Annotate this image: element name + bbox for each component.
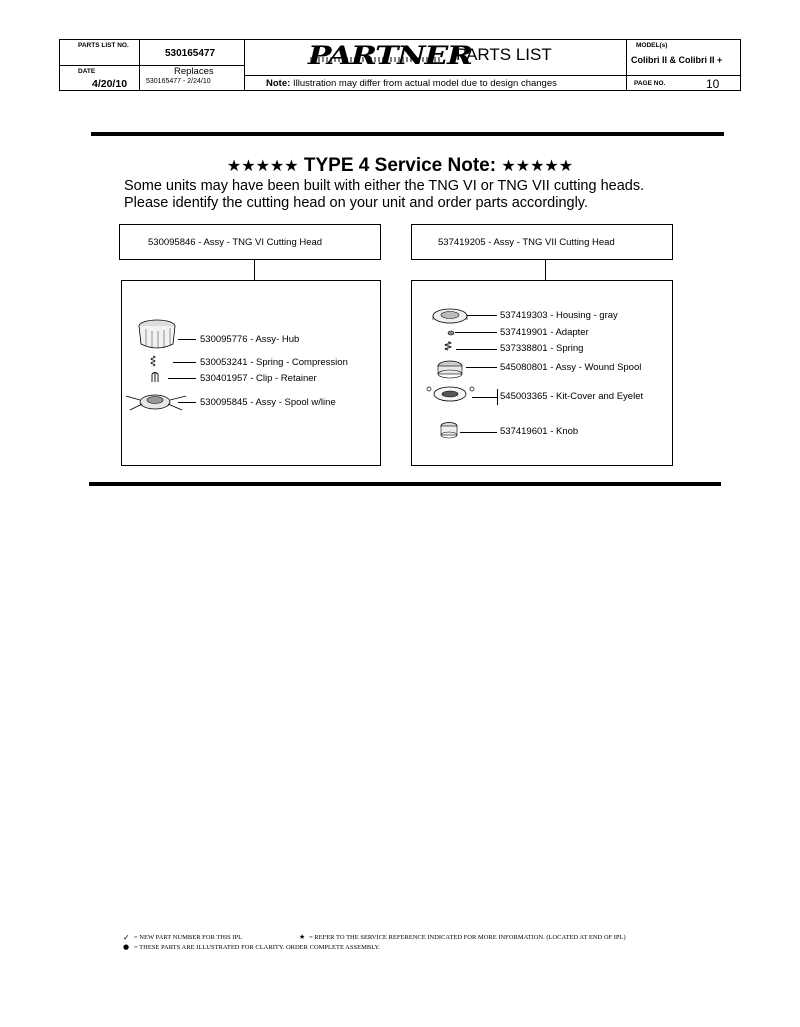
tng-vii-label: 537419205 - Assy - TNG VII Cutting Head (438, 237, 615, 248)
knob-icon (441, 423, 457, 439)
tng-vi-illustration (122, 284, 202, 434)
tng-vi-label: 530095846 - Assy - TNG VI Cutting Head (148, 237, 323, 248)
replaces-label: Replaces (174, 66, 214, 77)
cover-icon (427, 387, 474, 401)
star-icon: ★ (299, 933, 306, 941)
top-rule (91, 132, 724, 136)
doc-title: PARTS LIST (456, 45, 552, 64)
tng-vi-part-1: 530095776 - Assy- Hub (200, 334, 300, 345)
service-note-line-2: Please identify the cutting head on your unit and order parts accordingly. (124, 195, 589, 211)
tng-vi-part-4: 530095845 - Assy - Spool w/line (200, 397, 336, 408)
stars-right: ★★★★★ (501, 158, 574, 175)
bullet-icon: ● (123, 943, 130, 951)
parts-list-no-label: PARTS LIST NO. (78, 42, 129, 49)
adapter-icon (448, 331, 454, 335)
wound-spool-icon (438, 361, 462, 378)
spool-icon (126, 395, 186, 410)
models-label: MODEL(s) (636, 42, 668, 49)
housing-icon (433, 309, 467, 323)
replaces-value: 530165477 - 2/24/10 (146, 78, 211, 85)
clip-icon (152, 373, 158, 383)
date-label: DATE (78, 68, 96, 75)
note-text: Illustration may differ from actual model due to design changes (293, 78, 557, 89)
tng-vii-part-6: 537419601 - Knob (500, 426, 579, 437)
parts-list-no: 530165477 (165, 48, 216, 59)
tng-vii-illustration (414, 290, 499, 450)
spring-icon (445, 342, 451, 350)
page-number: 10 (706, 77, 720, 91)
new-part-icon: ✓ (123, 933, 130, 942)
legend-new-part: = NEW PART NUMBER FOR THIS IPL (134, 934, 243, 941)
tng-vii-part-5: 545003365 - Kit-Cover and Eyelet (500, 391, 644, 402)
spring-icon (151, 356, 155, 366)
legend-illustrated: = THESE PARTS ARE ILLUSTRATED FOR CLARITY. ORDER COMPLETE ASSEMBLY. (134, 944, 380, 951)
stars-left: ★★★★★ (226, 158, 299, 175)
service-note-title (0, 155, 800, 177)
tng-vii-part-1: 537419303 - Housing - gray (500, 310, 618, 321)
hub-icon (139, 320, 175, 348)
tng-vii-part-4: 545080801 - Assy - Wound Spool (500, 362, 642, 373)
date-value: 4/20/10 (92, 78, 128, 90)
note-label: Note: (266, 78, 291, 89)
brand-logo: PARTNER (308, 41, 472, 70)
tng-vi-part-2: 530053241 - Spring - Compression (200, 357, 348, 368)
tng-vi-part-3: 530401957 - Clip - Retainer (200, 373, 317, 384)
legend-service-reference: = REFER TO THE SERVICE REFERENCE INDICATED FOR MORE INFORMATION. (LOCATED AT END OF IPL) (309, 934, 626, 941)
service-note-heading: TYPE 4 Service Note: (303, 155, 497, 176)
tng-vii-part-2: 537419901 - Adapter (500, 327, 589, 338)
service-note-line-1: Some units may have been built with either the TNG VI or TNG VII cutting heads. (124, 178, 645, 194)
models-value: Colibri II & Colibri II + (631, 55, 723, 65)
page-label: PAGE NO. (634, 80, 666, 87)
tng-vii-part-3: 537338801 - Spring (500, 343, 584, 354)
bottom-rule (89, 482, 721, 486)
